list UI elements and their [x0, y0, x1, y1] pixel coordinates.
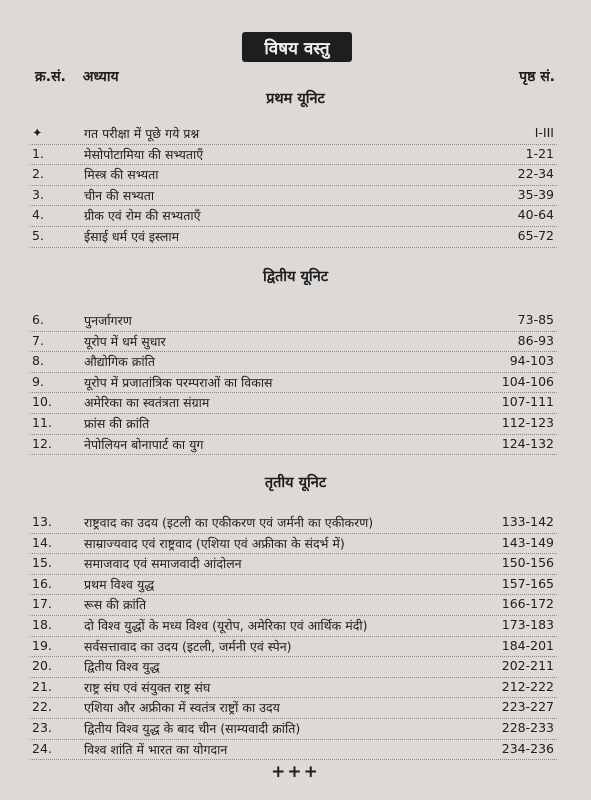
chapter-number: 4. [32, 207, 44, 223]
chapter-title: ईसाई धर्म एवं इस्लाम [84, 228, 180, 244]
chapter-number: 24. [32, 740, 52, 756]
toc-row [0, 333, 591, 354]
chapter-title: राष्ट्रवाद का उदय (इटली का एकीकरण एवं जर्मनी का एकीकरण) [84, 515, 374, 530]
chapter-title: दो विश्व युद्धों के मध्य विश्व (यूरोप, अमेरिका एवं आर्थिक मंदी) [84, 617, 368, 633]
toc-row [0, 146, 591, 167]
chapter-title: मेसोपोटामिया की सभ्यताएँ [84, 146, 204, 162]
chapter-number: 18. [32, 616, 52, 632]
chapter-title: यूरोप में प्रजातांत्रिक परम्पराओं का विकास [84, 374, 273, 390]
footer-mark: +++ [271, 762, 320, 782]
chapter-number: ✦ [32, 125, 43, 140]
chapter-number: 13. [32, 514, 52, 529]
toc-row [0, 576, 591, 597]
chapter-title: नेपोलियन बोनापार्ट का युग [84, 436, 204, 452]
unit-3-list [0, 514, 591, 761]
toc-row [0, 187, 591, 208]
unit-2-list [0, 312, 591, 456]
chapter-number: 19. [32, 637, 52, 653]
chapter-number: 2. [32, 166, 44, 182]
row-divider [30, 574, 557, 575]
page-range: 143-149 [501, 534, 554, 550]
toc-row [0, 436, 591, 457]
unit-heading-2: द्वितीय यूनिट [262, 269, 329, 285]
row-divider [30, 351, 557, 352]
page-range: 173-183 [501, 616, 554, 632]
toc-row [0, 125, 591, 146]
chapter-title: राष्ट्र संघ एवं संयुक्त राष्ट्र संघ [84, 679, 211, 695]
toc-row [0, 514, 591, 535]
chapter-number: 21. [32, 678, 52, 694]
chapter-title: ग्रीक एवं रोम की सभ्यताएँ [84, 208, 201, 224]
unit-heading-3: तृतीय यूनिट [264, 475, 327, 491]
row-divider [30, 697, 557, 698]
toc-row [0, 353, 591, 374]
chapter-title: समाजवाद एवं समाजवादी आंदोलन [84, 556, 242, 572]
toc-row [0, 741, 591, 762]
row-divider [30, 615, 557, 616]
page-range: 150-156 [501, 555, 554, 571]
page-range: 107-111 [501, 394, 554, 410]
page-range: 124-132 [501, 435, 554, 451]
chapter-title: यूरोप में धर्म सुधार [84, 333, 166, 349]
page-range: 157-165 [501, 575, 554, 591]
row-divider [30, 331, 557, 332]
chapter-title: विश्व शांति में भारत का योगदान [84, 741, 228, 757]
chapter-number: 5. [32, 227, 44, 243]
toc-row [0, 415, 591, 436]
page-range: 86-93 [517, 332, 554, 348]
toc-row [0, 228, 591, 249]
chapter-column-header: अध्याय [82, 69, 119, 85]
row-divider [30, 533, 557, 534]
page-range: 184-201 [501, 637, 554, 653]
row-divider [30, 205, 557, 206]
chapter-title: द्वितीय विश्व युद्ध [84, 659, 160, 675]
unit-heading-1: प्रथम यूनिट [266, 91, 325, 107]
chapter-title: अमेरिका का स्वतंत्रता संग्राम [84, 395, 210, 411]
toc-row [0, 679, 591, 700]
page-range: 35-39 [517, 186, 554, 202]
page-range: 104-106 [501, 373, 554, 389]
row-divider [30, 553, 557, 554]
page-range: 73-85 [517, 312, 554, 327]
toc-row [0, 638, 591, 659]
page-range: 94-103 [509, 353, 554, 369]
chapter-title: पुनर्जागरण [84, 313, 132, 328]
toc-row [0, 596, 591, 617]
toc-row [0, 207, 591, 228]
toc-row [0, 312, 591, 333]
row-divider [30, 185, 557, 186]
chapter-number: 7. [32, 332, 44, 348]
page-range: 133-142 [501, 514, 554, 529]
row-divider [30, 434, 557, 435]
chapter-number: 16. [32, 575, 52, 591]
chapter-number: 3. [32, 186, 44, 202]
page-range: 202-211 [501, 658, 554, 674]
page-range: 22-34 [517, 166, 554, 182]
chapter-title: औद्योगिक क्रांति [84, 354, 155, 370]
unit-1-list [0, 125, 591, 249]
toc-row [0, 699, 591, 720]
chapter-number: 11. [32, 414, 52, 430]
row-divider [30, 144, 557, 145]
chapter-number: 10. [32, 394, 52, 410]
page-range: 112-123 [501, 414, 554, 430]
page-range: 1-21 [525, 145, 554, 161]
chapter-title: एशिया और अफ्रीका में स्वतंत्र राष्ट्रों का उदय [84, 700, 280, 716]
page-range: 228-233 [501, 719, 554, 735]
row-divider [30, 594, 557, 595]
chapter-number: 15. [32, 555, 52, 571]
chapter-number: 20. [32, 658, 52, 674]
page-range: 166-172 [501, 596, 554, 612]
toc-row [0, 374, 591, 395]
chapter-title: प्रथम विश्व युद्ध [84, 576, 155, 592]
chapter-number: 9. [32, 373, 44, 389]
chapter-title: चीन की सभ्यता [84, 187, 155, 203]
toc-row [0, 535, 591, 556]
page-range: 40-64 [517, 207, 554, 223]
chapter-title: सर्वसत्तावाद का उदय (इटली, जर्मनी एवं स्पेन) [84, 638, 292, 654]
row-divider [30, 677, 557, 678]
row-divider [30, 392, 557, 393]
row-divider [30, 226, 557, 227]
page-range: 223-227 [501, 699, 554, 715]
row-divider [30, 413, 557, 414]
chapter-number: 14. [32, 534, 52, 550]
chapter-title: मिस्त्र की सभ्यता [84, 167, 159, 183]
toc-row [0, 720, 591, 741]
page-range: 212-222 [501, 678, 554, 694]
chapter-number: 17. [32, 596, 52, 612]
row-divider [30, 759, 557, 760]
chapter-number: 8. [32, 353, 44, 369]
chapter-number: 6. [32, 312, 44, 327]
page-column-header: पृष्ठ सं. [519, 69, 555, 85]
chapter-title: फ्रांस की क्रांति [84, 415, 150, 431]
row-divider [30, 718, 557, 719]
chapter-title: गत परीक्षा में पूछे गये प्रश्न [84, 126, 200, 141]
toc-row [0, 166, 591, 187]
page-range: 65-72 [517, 227, 554, 243]
chapter-title: साम्राज्यवाद एवं राष्ट्रवाद (एशिया एवं अफ्रीका के संदर्भ में) [84, 535, 345, 551]
row-divider [30, 164, 557, 165]
chapter-number: 23. [32, 719, 52, 735]
row-divider [30, 656, 557, 657]
serial-column-header: क्र.सं. [35, 69, 66, 85]
page-range: I-III [534, 125, 554, 140]
page-range: 234-236 [501, 740, 554, 756]
row-divider [30, 739, 557, 740]
row-divider [30, 454, 557, 455]
toc-row [0, 555, 591, 576]
row-divider [30, 372, 557, 373]
page-title: विषय वस्तु [242, 32, 352, 62]
chapter-number: 1. [32, 145, 44, 161]
toc-row [0, 658, 591, 679]
column-header-left [35, 67, 131, 86]
chapter-number: 12. [32, 435, 52, 451]
chapter-title: द्वितीय विश्व युद्ध के बाद चीन (साम्यवादी क्रांति) [84, 720, 301, 736]
chapter-title: रूस की क्रांति [84, 597, 147, 613]
row-divider [30, 247, 557, 248]
toc-row [0, 394, 591, 415]
chapter-number: 22. [32, 699, 52, 715]
row-divider [30, 636, 557, 637]
toc-row [0, 617, 591, 638]
